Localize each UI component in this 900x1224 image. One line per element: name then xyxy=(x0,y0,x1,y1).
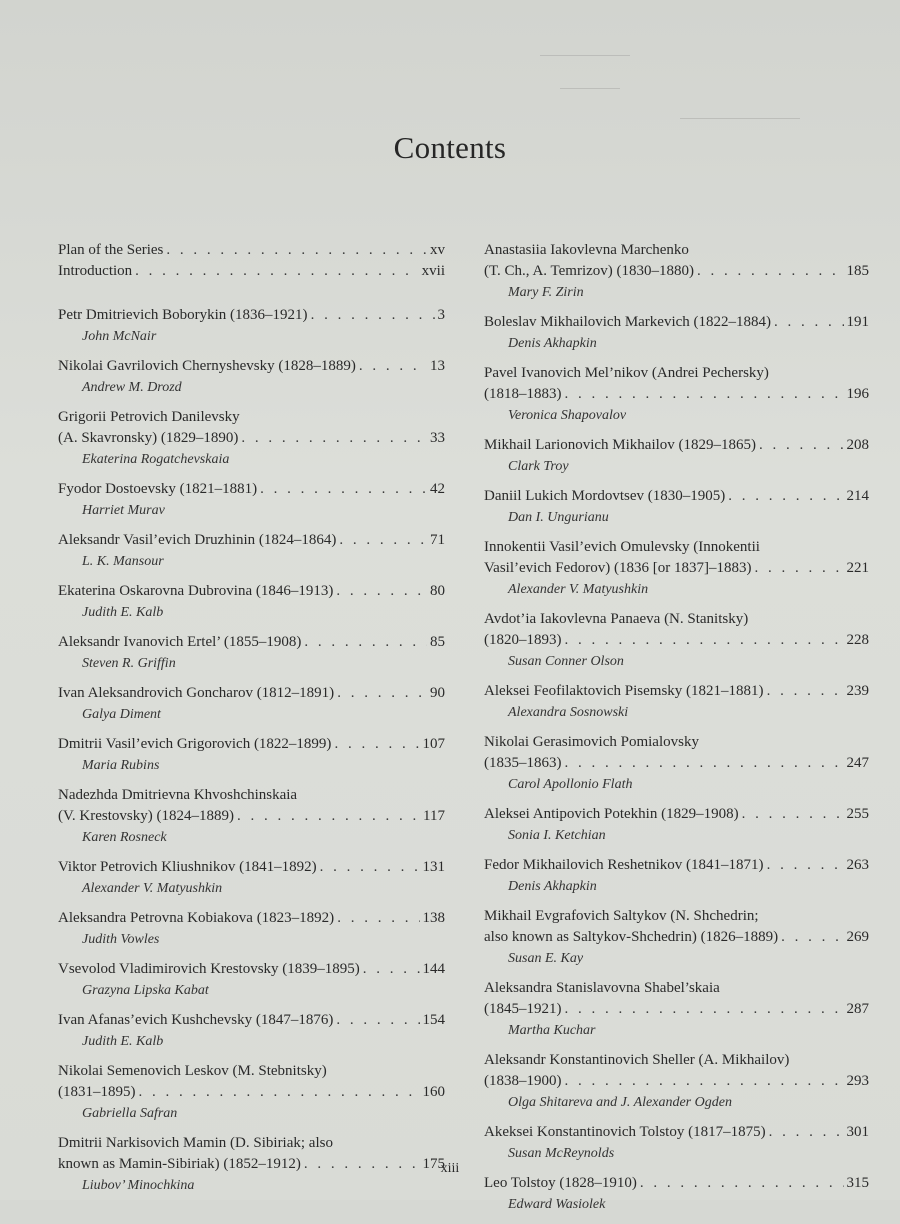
entry-line xyxy=(484,537,869,558)
dot-leader xyxy=(742,804,844,825)
dot-leader xyxy=(767,681,844,702)
entry-author: Dan I. Ungurianu xyxy=(508,510,609,525)
entry-page-number: 90 xyxy=(430,685,445,701)
entry-author: Judith Vowles xyxy=(82,932,160,947)
dot-leader xyxy=(334,734,419,755)
entry-line xyxy=(484,312,869,333)
entry-title: Vsevolod Vladimirovich Krestovsky (1839–1895) xyxy=(58,961,360,977)
entry-title: Ivan Aleksandrovich Goncharov (1812–1891) xyxy=(58,685,335,701)
dot-leader xyxy=(260,479,427,500)
entry-page-number: 293 xyxy=(846,1073,869,1089)
entry-author: Alexander V. Matyushkin xyxy=(508,582,649,597)
entry-page-number: 107 xyxy=(422,736,445,752)
toc-entry xyxy=(58,530,445,572)
dot-leader xyxy=(769,1122,844,1143)
entry-line xyxy=(484,681,869,702)
front-matter-list xyxy=(58,240,445,282)
dot-leader xyxy=(565,630,844,651)
entry-author: Edward Wasiolek xyxy=(508,1197,606,1212)
entry-author: Susan Conner Olson xyxy=(508,654,624,669)
entry-line xyxy=(484,1122,869,1143)
toc-entry xyxy=(484,363,869,426)
toc-entry xyxy=(484,609,869,672)
dot-leader xyxy=(767,855,844,876)
toc-entry xyxy=(58,857,445,899)
entry-line xyxy=(58,632,445,653)
entry-page-number: 185 xyxy=(846,263,869,279)
entry-title: (V. Krestovsky) (1824–1889) xyxy=(58,808,234,824)
entry-title: Anastasiia Iakovlevna Marchenko xyxy=(484,242,689,258)
entry-page-number: 255 xyxy=(846,806,869,822)
entry-page-number: 191 xyxy=(846,314,869,330)
entry-page-number: 221 xyxy=(846,560,869,576)
toc-entry xyxy=(58,959,445,1001)
toc-column-left xyxy=(58,240,445,1205)
entry-page-number: 263 xyxy=(846,857,869,873)
entry-line xyxy=(58,479,445,500)
entry-line xyxy=(484,363,869,384)
entry-title: Daniil Lukich Mordovtsev (1830–1905) xyxy=(484,488,726,504)
entry-page-number: 239 xyxy=(846,683,869,699)
entry-line xyxy=(484,609,869,630)
entry-title: Nikolai Gavrilovich Chernyshevsky (1828–1889) xyxy=(58,358,356,374)
entry-title: Aleksandra Petrovna Kobiakova (1823–1892) xyxy=(58,910,335,926)
entry-line xyxy=(484,732,869,753)
entry-author: Susan McReynolds xyxy=(508,1146,615,1161)
entry-title: Grigorii Petrovich Danilevsky xyxy=(58,409,240,425)
entry-line xyxy=(58,530,445,551)
entry-title: (1831–1895) xyxy=(58,1084,136,1100)
toc-entry xyxy=(58,305,445,347)
entry-author: Alexandra Sosnowski xyxy=(508,705,629,720)
entry-line xyxy=(58,1133,445,1154)
entry-page-number: 131 xyxy=(422,859,445,875)
dot-leader xyxy=(565,384,844,405)
entry-title: Aleksandr Konstantinovich Sheller (A. Mikhailov) xyxy=(484,1052,790,1068)
dot-leader xyxy=(754,558,843,579)
dot-leader xyxy=(774,312,843,333)
toc-entry xyxy=(58,1010,445,1052)
entry-line xyxy=(484,1071,869,1092)
entry-title: known as Mamin-Sibiriak) (1852–1912) xyxy=(58,1156,301,1172)
entry-line xyxy=(484,804,869,825)
entry-page-number: 160 xyxy=(422,1084,445,1100)
entry-title: Aleksei Antipovich Potekhin (1829–1908) xyxy=(484,806,739,822)
entry-title: Aleksandr Vasil’evich Druzhinin (1824–1864) xyxy=(58,532,337,548)
page-number: xiii xyxy=(440,1161,460,1176)
front-matter-item xyxy=(58,240,445,261)
toc-entry xyxy=(484,486,869,528)
toc-entry xyxy=(484,1122,869,1164)
entry-title: (1835–1863) xyxy=(484,755,562,771)
entry-title: Aleksei Feofilaktovich Pisemsky (1821–1881) xyxy=(484,683,764,699)
dot-leader xyxy=(320,857,420,878)
dot-leader xyxy=(337,683,427,704)
entry-title: also known as Saltykov-Shchedrin) (1826–1889) xyxy=(484,929,779,945)
entry-title: (1838–1900) xyxy=(484,1073,562,1089)
entry-author: L. K. Mansour xyxy=(82,554,164,569)
toc-list-left xyxy=(58,305,445,1196)
entry-line xyxy=(484,1050,869,1071)
entry-title: Dmitrii Vasil’evich Grigorovich (1822–1899) xyxy=(58,736,332,752)
entry-title: Plan of the Series xyxy=(58,242,164,258)
entry-author: Carol Apollonio Flath xyxy=(508,777,633,792)
toc-entry xyxy=(58,407,445,470)
dot-leader xyxy=(781,927,843,948)
entry-author: Judith E. Kalb xyxy=(82,605,164,620)
entry-author: Karen Rosneck xyxy=(82,830,167,845)
entry-title: Avdot’ia Iakovlevna Panaeva (N. Stanitsky) xyxy=(484,611,749,627)
toc-entry xyxy=(484,732,869,795)
entry-line xyxy=(484,240,869,261)
entry-line xyxy=(484,927,869,948)
entry-page-number: 3 xyxy=(437,307,445,323)
entry-author: Andrew M. Drozd xyxy=(82,380,182,395)
entry-page-number: 154 xyxy=(422,1012,445,1028)
entry-author: Susan E. Kay xyxy=(508,951,584,966)
entry-line xyxy=(484,384,869,405)
entry-line xyxy=(484,486,869,507)
entry-page-number: 13 xyxy=(430,358,445,374)
entry-title: Aleksandra Stanislavovna Shabel’skaia xyxy=(484,980,720,996)
entry-page-number: 138 xyxy=(422,910,445,926)
dot-leader xyxy=(339,530,427,551)
entry-page-number: 42 xyxy=(430,481,445,497)
dot-leader xyxy=(135,261,419,282)
toc-entry xyxy=(58,1061,445,1124)
dot-leader xyxy=(311,305,435,326)
dot-leader xyxy=(166,240,427,261)
entry-line xyxy=(58,857,445,878)
entry-author: Galya Diment xyxy=(82,707,161,722)
entry-line xyxy=(58,581,445,602)
entry-title: Mikhail Evgrafovich Saltykov (N. Shchedrin; xyxy=(484,908,759,924)
entry-author: Judith E. Kalb xyxy=(82,1034,164,1049)
entry-title: Aleksandr Ivanovich Ertel’ (1855–1908) xyxy=(58,634,302,650)
entry-line xyxy=(58,1010,445,1031)
toc-entry xyxy=(484,1173,869,1215)
entry-line xyxy=(58,959,445,980)
toc-entry xyxy=(484,537,869,600)
entry-line xyxy=(58,356,445,377)
entry-line xyxy=(484,906,869,927)
toc-entry xyxy=(484,1050,869,1113)
bleed-through-line xyxy=(560,88,620,89)
entry-line xyxy=(58,1082,445,1103)
entry-title: Mikhail Larionovich Mikhailov (1829–1865) xyxy=(484,437,757,453)
entry-page-number: 301 xyxy=(846,1124,869,1140)
toc-entry xyxy=(484,435,869,477)
entry-line xyxy=(58,806,445,827)
entry-page-number: 144 xyxy=(422,961,445,977)
entry-author: Denis Akhapkin xyxy=(508,879,597,894)
entry-page-number: xvii xyxy=(421,263,445,279)
entry-line xyxy=(58,305,445,326)
dot-leader xyxy=(359,356,427,377)
entry-author: Maria Rubins xyxy=(82,758,160,773)
entry-author: Denis Akhapkin xyxy=(508,336,597,351)
entry-title: Ivan Afanas’evich Kushchevsky (1847–1876) xyxy=(58,1012,334,1028)
dot-leader xyxy=(565,753,844,774)
entry-title: (A. Skavronsky) (1829–1890) xyxy=(58,430,239,446)
entry-author: Olga Shitareva and J. Alexander Ogden xyxy=(508,1095,732,1110)
toc-entry xyxy=(484,906,869,969)
front-matter-item xyxy=(58,261,445,282)
dot-leader xyxy=(336,581,427,602)
dot-leader xyxy=(697,261,843,282)
entry-title: Innokentii Vasil’evich Omulevsky (Innokentii xyxy=(484,539,760,555)
bleed-through-line xyxy=(540,55,630,56)
entry-title: Petr Dmitrievich Boborykin (1836–1921) xyxy=(58,307,308,323)
entry-page-number: 247 xyxy=(846,755,869,771)
entry-line xyxy=(484,435,869,456)
entry-page-number: 287 xyxy=(846,1001,869,1017)
entry-author: Harriet Murav xyxy=(82,503,165,518)
dot-leader xyxy=(237,806,420,827)
dot-leader xyxy=(759,435,843,456)
entry-page-number: 196 xyxy=(846,386,869,402)
entry-line xyxy=(58,683,445,704)
toc-entry xyxy=(58,632,445,674)
entry-author: Steven R. Griffin xyxy=(82,656,176,671)
toc-entry xyxy=(58,479,445,521)
entry-page-number: 117 xyxy=(423,808,445,824)
entry-title: Akeksei Konstantinovich Tolstoy (1817–1875) xyxy=(484,1124,766,1140)
dot-leader xyxy=(304,632,427,653)
entry-page-number: 85 xyxy=(430,634,445,650)
toc-entry xyxy=(484,978,869,1041)
dot-leader xyxy=(241,428,427,449)
entry-author: Ekaterina Rogatchevskaia xyxy=(82,452,230,467)
entry-page-number: 175 xyxy=(422,1156,445,1172)
entry-line xyxy=(484,855,869,876)
entry-page-number: 315 xyxy=(846,1175,869,1191)
toc-entry xyxy=(484,312,869,354)
entry-page-number: 214 xyxy=(846,488,869,504)
entry-line xyxy=(484,978,869,999)
entry-title: (1845–1921) xyxy=(484,1001,562,1017)
entry-author: Gabriella Safran xyxy=(82,1106,178,1121)
entry-line xyxy=(484,753,869,774)
entry-page-number: 33 xyxy=(430,430,445,446)
entry-title: Nikolai Gerasimovich Pomialovsky xyxy=(484,734,699,750)
toc-entry xyxy=(58,785,445,848)
bleed-through-line xyxy=(680,118,800,119)
toc-entry xyxy=(58,683,445,725)
entry-author: Alexander V. Matyushkin xyxy=(82,881,223,896)
entry-title: Viktor Petrovich Kliushnikov (1841–1892) xyxy=(58,859,317,875)
toc-entry xyxy=(58,734,445,776)
entry-title: Fedor Mikhailovich Reshetnikov (1841–1871) xyxy=(484,857,764,873)
entry-author: Grazyna Lipska Kabat xyxy=(82,983,209,998)
entry-line xyxy=(484,261,869,282)
entry-title: Vasil’evich Fedorov) (1836 [or 1837]–1883) xyxy=(484,560,752,576)
entry-author: Mary F. Zirin xyxy=(508,285,584,300)
page-title: Contents xyxy=(393,130,507,165)
dot-leader xyxy=(728,486,843,507)
entry-title: Fyodor Dostoevsky (1821–1881) xyxy=(58,481,258,497)
toc-entry xyxy=(484,240,869,303)
toc-entry xyxy=(484,855,869,897)
dot-leader xyxy=(139,1082,420,1103)
entry-page-number: 228 xyxy=(846,632,869,648)
dot-leader xyxy=(336,1010,419,1031)
toc-list-right xyxy=(484,240,869,1215)
entry-author: Veronica Shapovalov xyxy=(508,408,627,423)
toc-entry xyxy=(58,356,445,398)
entry-author: Sonia I. Ketchian xyxy=(508,828,606,843)
toc-column-right xyxy=(484,240,869,1224)
entry-title: Leo Tolstoy (1828–1910) xyxy=(484,1175,637,1191)
entry-line xyxy=(484,558,869,579)
dot-leader xyxy=(337,908,419,929)
entry-title: Nadezhda Dmitrievna Khvoshchinskaia xyxy=(58,787,298,803)
toc-entry xyxy=(484,804,869,846)
toc-entry xyxy=(58,581,445,623)
entry-title: (1820–1893) xyxy=(484,632,562,648)
entry-author: Liubov’ Minochkina xyxy=(82,1178,195,1193)
dot-leader xyxy=(565,1071,844,1092)
entry-line xyxy=(484,630,869,651)
entry-title: Ekaterina Oskarovna Dubrovina (1846–1913) xyxy=(58,583,334,599)
entry-page-number: 71 xyxy=(430,532,445,548)
entry-title: (1818–1883) xyxy=(484,386,562,402)
entry-title: (T. Ch., A. Temrizov) (1830–1880) xyxy=(484,263,695,279)
dot-leader xyxy=(363,959,420,980)
entry-page-number: 80 xyxy=(430,583,445,599)
entry-line xyxy=(58,908,445,929)
entry-page-number: 269 xyxy=(846,929,869,945)
entry-author: Martha Kuchar xyxy=(508,1023,596,1038)
entry-line xyxy=(58,785,445,806)
section-gap xyxy=(58,282,445,305)
entry-title: Dmitrii Narkisovich Mamin (D. Sibiriak; also xyxy=(58,1135,333,1151)
entry-line xyxy=(484,999,869,1020)
entry-page-number: xv xyxy=(430,242,445,258)
entry-author: Clark Troy xyxy=(508,459,569,474)
entry-title: Boleslav Mikhailovich Markevich (1822–1884) xyxy=(484,314,772,330)
entry-title: Introduction xyxy=(58,263,133,279)
entry-line xyxy=(58,428,445,449)
entry-line xyxy=(58,407,445,428)
toc-entry xyxy=(484,681,869,723)
entry-title: Pavel Ivanovich Mel’nikov (Andrei Pechersky) xyxy=(484,365,769,381)
entry-line xyxy=(58,1061,445,1082)
toc-entry xyxy=(58,908,445,950)
entry-line xyxy=(58,734,445,755)
dot-leader xyxy=(565,999,844,1020)
entry-title: Nikolai Semenovich Leskov (M. Stebnitsky) xyxy=(58,1063,327,1079)
entry-author: John McNair xyxy=(82,329,157,344)
entry-page-number: 208 xyxy=(846,437,869,453)
